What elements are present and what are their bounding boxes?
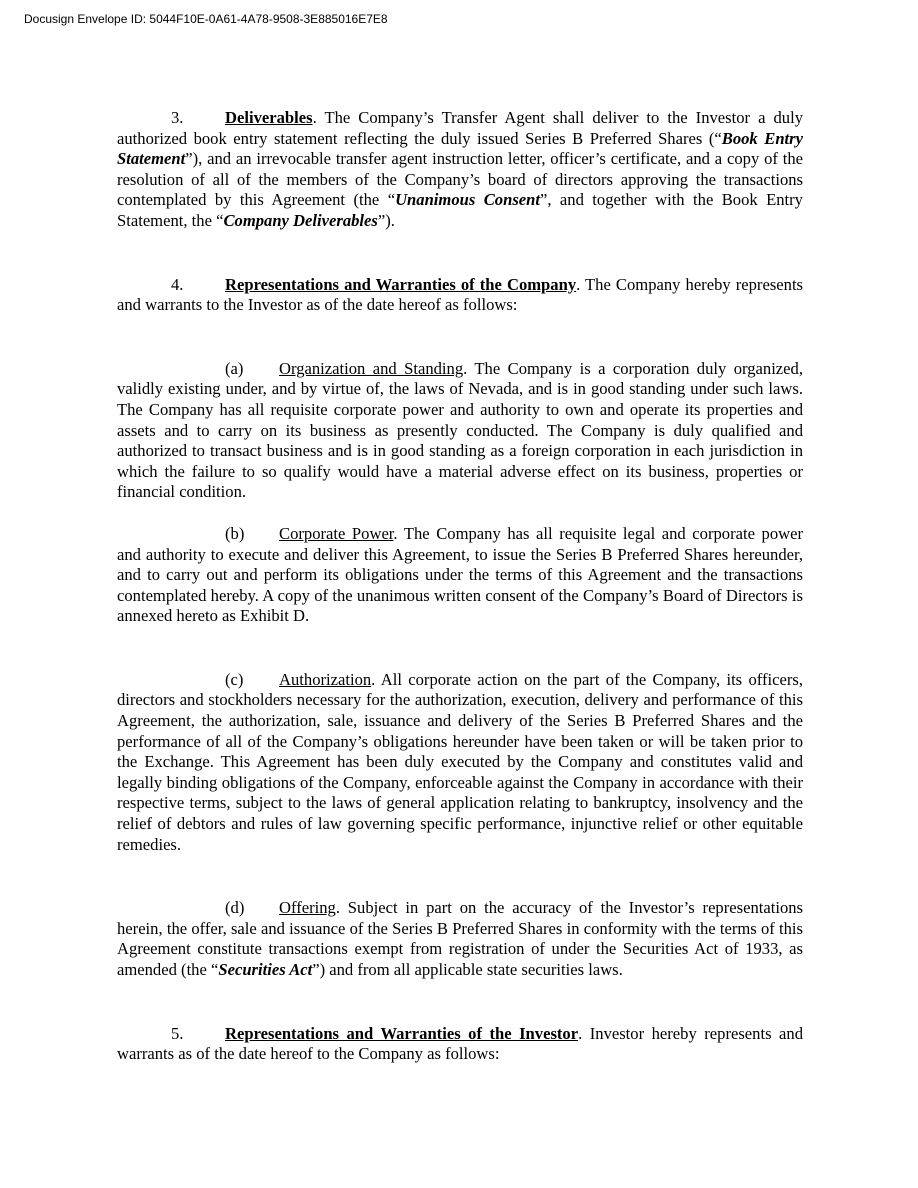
section-heading: Deliverables xyxy=(225,108,313,127)
subsection-number: (c) xyxy=(225,669,244,689)
subsection-c-authorization xyxy=(117,670,803,855)
subsection-text: . The Company has all requisite legal and corporate power and authority to execute and deliver this Agreement, to issue the Series B Preferred Shares hereunder, and to carry out and perform its obligations under the terms of this Agreement and the transactions contemplated hereby. A copy of the unanimous written consent of the Company’s Board of Directors is annexed hereto as Exhibit D. xyxy=(117,523,803,626)
section-heading: Representations and Warranties of the Company xyxy=(225,274,577,294)
document-page xyxy=(117,108,803,1065)
subsection-text: ”) and from all applicable state securities laws. xyxy=(312,960,623,979)
subsection-number: (b) xyxy=(225,523,245,543)
subsection-text: . Subject in part on the accuracy of the Investor’s representations herein, the offer, sale and issuance of the Series B Preferred Shares in conformity with the terms of this Agreement constitute transactions exempt from registration of under the Securities Act of 1933, as amended (the “ xyxy=(117,898,803,979)
defined-term: Securities Act xyxy=(218,960,313,979)
defined-term: Company Deliverables xyxy=(223,210,378,230)
section-text: ”), and an irrevocable transfer agent instruction letter, officer’s certificate, and a copy of the resolution of all of the members of the Company’s board of directors approving the transactions contemplated by this Agreement (the “ xyxy=(117,149,803,210)
subsection-heading: Offering xyxy=(279,898,336,918)
defined-term: Book Entry Statement xyxy=(117,128,803,169)
section-number: 3. xyxy=(171,108,184,127)
subsection-d-offering xyxy=(117,898,803,980)
section-number: 4. xyxy=(171,274,184,294)
defined-term: Unanimous Consent xyxy=(395,190,540,210)
section-4-company-representations xyxy=(117,275,803,316)
subsection-text: . The Company is a corporation duly organized, validly existing under, and by virtue of, the laws of Nevada, and is in good standing under such laws. The Company has all requisite corporate power and authority to own and operate its properties and assets and to carry on its business as presently conducted. The Company is duly qualified and authorized to transact business and is in good standing as a foreign corporation in each jurisdiction in which the failure to so qualify would have a material adverse effect on its business, properties or financial condition. xyxy=(117,358,803,502)
section-text: ”). xyxy=(377,210,395,230)
section-heading: Representations and Warranties of the Investor xyxy=(225,1023,579,1043)
section-text: . The Company hereby represents and warrants to the Investor as of the date hereof as follows: xyxy=(117,274,804,315)
section-text: . The Company’s Transfer Agent shall deliver to the Investor a duly authorized book entry statement reflecting the duly issued Series B Preferred Shares (“ xyxy=(117,108,803,148)
section-number: 5. xyxy=(171,1023,184,1043)
subsection-heading: Corporate Power xyxy=(279,523,394,543)
section-text: . Investor hereby represents and warrants as of the date hereof to the Company as follows: xyxy=(117,1023,803,1064)
subsection-b-corporate-power xyxy=(117,524,803,627)
subsection-a-organization xyxy=(117,359,803,503)
section-5-investor-representations xyxy=(117,1024,803,1065)
subsection-number: (a) xyxy=(225,358,244,378)
subsection-number: (d) xyxy=(225,898,245,918)
section-text: ”, and together with the Book Entry Statement, the “ xyxy=(117,190,803,230)
subsection-heading: Authorization xyxy=(279,669,372,689)
subsection-heading: Organization and Standing xyxy=(279,358,464,378)
subsection-text: . All corporate action on the part of the Company, its officers, directors and stockholders necessary for the authorization, execution, delivery and performance of this Agreement, the authorization, sale, issuance and delivery of the Series B Preferred Shares and the performance of all of the Company’s obligations hereunder have been taken or will be taken prior to the Exchange. This Agreement has been duly executed by the Company and constitutes valid and legally binding obligations of the Company, enforceable against the Company in accordance with their respective terms, subject to the laws of general application relating to bankruptcy, insolvency and the relief of debtors and rules of law governing specific performance, injunctive relief or other equitable remedies. xyxy=(117,669,803,854)
section-3-deliverables xyxy=(117,108,803,232)
docusign-envelope-id: Docusign Envelope ID: 5044F10E-0A61-4A78-9508-3E885016E7E8 xyxy=(24,12,388,26)
